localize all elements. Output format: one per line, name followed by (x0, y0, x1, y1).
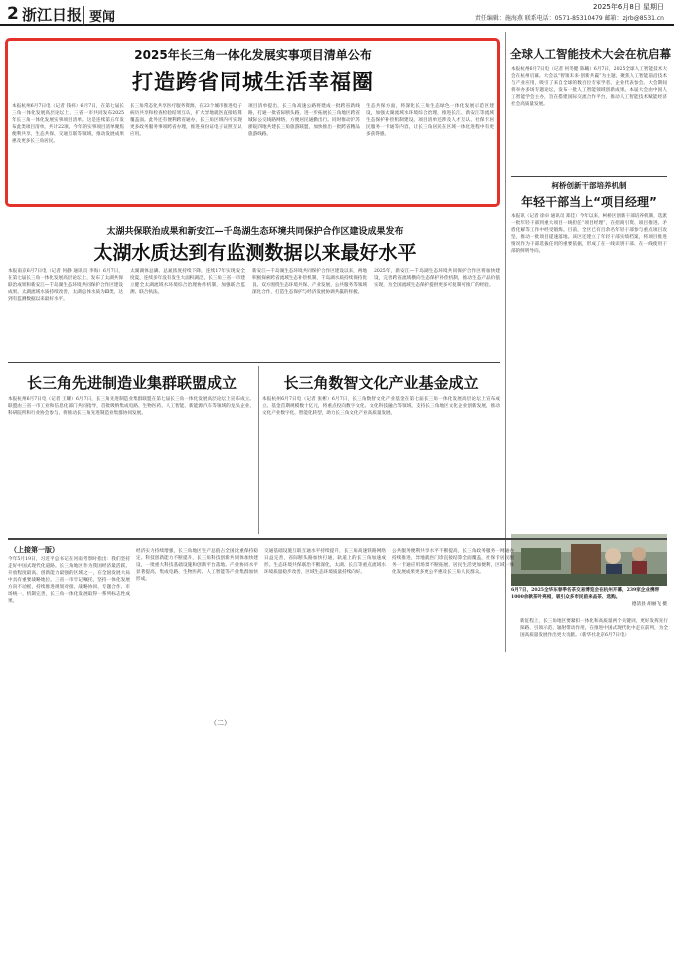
ai-conference-title: 全球人工智能技术大会在杭启幕 (510, 47, 671, 61)
culture-fund-body: 本报杭州6月7日电（记者 张彬）6月7日，长三角数智文化产业基金在第七届长三角一体化发展高层论坛上宣布成立。基金首期规模数十亿元，将重点投向数字文化、文化科技融合等领域，支持长三角地区文化企业创新发展，推动文化产业数字化、智能化转型，助力长三角文化产业高质量发展。 (262, 397, 500, 416)
keqiao-body: 本报讯（记者 徐卓 通讯员 郑佳）今年以来，柯桥区创新干部培养机制，选派一批年轻干部到重大项目一线担任“项目经理”，在招商引资、项目推进、矛盾化解等工作中经受锻炼。目前，全区已有百余名年轻干部参与重点项目攻坚，推动一批项目提速落地。该区还建立了年轻干部实绩档案，将项目推进情况作为干部选拔任用的重要依据，形成了在一线识别干部、在一线使用干部的鲜明导向。 (511, 214, 667, 254)
column-divider (258, 366, 259, 534)
tea-expo-photo (511, 534, 667, 586)
photo-caption-text: 6月7日，2025全华东春季名茶交易博览会在杭州开幕，239家企业携带1000余款茶叶亮相，吸引众多市民前来品茶、选购。 (511, 588, 660, 600)
lead-column-1: 本报杭州6月7日电（记者 钱祎）6月7日，在第七届长三角一体化发展高层论坛上，三省一市共同发布2025年长三角一体化发展实事项目清单。这是连续第五年发布此类项目清单，共计22项。今年的实事项目清单聚焦便利共享、生态共保、交通互联等领域，推动发展成果惠及更多长三角居民。 (12, 104, 124, 144)
lead-subtitle: 2025年长三角一体化发展实事项目清单公布 (134, 48, 372, 62)
manufacturing-body: 本报杭州6月7日电（记者 王耀）6月7日，长三角先进制造业集群联盟在第七届长三角一体化发展高层论坛上宣布成立。联盟由三省一市工业和信息化部门共同指导，首批吸纳集成电路、生物医药、人工智能、新能源汽车等领域的龙头企业、科研院所和行业协会参与，将推动长三角先进制造业集群协同发展。 (8, 397, 254, 416)
section-label: 要闻 (83, 6, 115, 25)
lead-title: 打造跨省同城生活幸福圈 (132, 70, 374, 94)
lake-column-3: 新安江—千岛湖生态环境共同保护合作区建设以来，两地积极探索跨省流域生态补偿机制，千岛湖水质持续保持优良。双方围绕生态环境共保、产业发展、公共服务等领域深化合作，打造生态保护与经济发展协调共赢的样板。 (252, 269, 367, 295)
masthead (0, 0, 674, 26)
divider (511, 176, 667, 177)
keqiao-title: 年轻干部当上“项目经理” (521, 195, 657, 209)
photo-credit: 德清县 胡丽飞 摄 (631, 601, 667, 607)
continued-label: （上接第一版） (10, 546, 59, 554)
ai-conference-body: 本报杭州6月7日电（记者 何冬健 陈曦）6月7日，2025全球人工智能技术大会在杭州启幕。大会以“智领未来·创新共赢”为主题，聚焦人工智能前沿技术与产业应用，吸引了来自全球的数百位专家学者、企业代表参会。大会期间将举办多场专题论坛，发布一批人工智能领域创新成果。本届大会由中国人工智能学会主办，旨在搭建国际交流合作平台，推动人工智能技术赋能经济社会高质量发展。 (511, 67, 667, 107)
culture-fund-title: 长三角数智文化产业基金成立 (283, 374, 479, 392)
divider (8, 362, 500, 363)
newspaper-name: 浙江日报 (22, 6, 83, 24)
date-line: 2025年6月8日 星期日 (593, 3, 664, 11)
keqiao-subtitle: 柯桥创新干部培养机制 (551, 181, 627, 190)
section-marker: （二） (210, 719, 231, 727)
section-divider (8, 538, 667, 540)
lake-title: 太湖水质达到有监测数据以来最好水平 (93, 242, 417, 264)
editor-line: 责任编辑：施海燕 联系电话：0571-85310479 邮箱：zjrb@8531.cn (474, 15, 664, 22)
lead-column-4: 生态共保方面，将深化长三角生态绿色一体化发展示范区建设，加强太湖流域水环境综合治理，推进长江、新安江等流域生态保护补偿机制建设。项目清单还涉及人才互认、社保卡居民服务一卡通等内容，让长三角居民在区域一体化进程中有更多获得感。 (366, 104, 494, 137)
lead-column-3: 项目清单提出，长三角高速公路将建成一批跨省新线路，打通一批省际断头路，进一步拓展长三角地区跨省城际公交线路网络，方便居民通勤出行。同时推动沪苏浙皖四地共建长三角旅游联盟，加快推出一批跨省精品旅游线路。 (248, 104, 360, 137)
photo-caption (511, 588, 667, 608)
bottom-column-3: 交通基础设施互联互通水平持续提升，长三角高速铁路网络日益完善，省际断头路加快打通，轨道上的长三角加速成形。生态环境共保联治不断深化，太湖、长江等重点流域水环境质量稳步改善，区域生态环境质量持续向好。 (264, 549, 386, 575)
lake-column-2: 太湖湖体总磷、总氮浓度持续下降，连续17年实现安全度夏，连续多年没有发生大面积湖泛。长三角三省一市建立健全太湖流域水环境综合治理协作机制，加强联合监测、联合执法。 (130, 269, 245, 295)
lake-subtitle: 太湖共保联治成果和新安江—千岛湖生态环境共同保护合作区建设成果发布 (106, 227, 404, 237)
bottom-column-4: 公共服务便利共享水平不断提高，长三角政务服务一网通办持续推进，异地就医门诊直接结算全面覆盖，社保卡居民服务一卡通应用场景不断拓展，居民生活更加便利，区域一体化发展成果更多更公平惠及长三角人民群众。 (392, 549, 514, 575)
lead-column-2: 长三角常态化共享医疗服务资源，在23个城市推进电子病历共享和检查检验结果互认，扩大异地就医直接结算覆盖面。此外还有便利跨省通办，长三角区域内可实现更多政务服务事项跨省办理，推进身份证电子证照互认应用。 (130, 104, 242, 137)
bottom-column-2: 经济实力持续增强，长三角地区生产总值占全国比重保持稳定。科技创新能力不断提升，长三角科技创新共同体加快建设，一批重大科技基础设施和创新平台落地。产业协同水平显著提高，集成电路、生物医药、人工智能等产业集群加快形成。 (136, 549, 258, 582)
bottom-column-1: 今年5月19日，习近平总书记在河南考察时指出：我们坚持走好中国式现代化道路。长三角地区作为我国经济最活跃、开放程度最高、创新能力最强的区域之一，在全国发展大局中具有重要战略地位。三省一市牢记嘱托，坚持一体化发展方向不动摇，持续推进规划对接、战略协同、专题合作、市场统一、机制完善，长三角一体化发展取得一系列标志性成果。 (8, 557, 130, 604)
page-number: 2 (7, 4, 19, 24)
manufacturing-title: 长三角先进制造业集群联盟成立 (26, 374, 237, 392)
lake-column-1: 本报南京6月7日电（记者 何静 通讯员 李海）6月7日，在第七届长三角一体化发展高层论坛上，发布了太湖共保联治成果和新安江—千岛湖生态环境共同保护合作区建设成果。太湖流域水质持续改善，太湖总体水质为Ⅲ类，达到有监测数据以来最好水平。 (8, 269, 123, 302)
bottom-column-5: 新征程上，长三角地区要紧扣一体化和高质量两个关键词，更好发挥先行探路、引领示范、辐射带动作用，在推进中国式现代化中走在前列，为全国高质量发展作出更大贡献。（新华社北京6月7日电） (520, 619, 668, 638)
lake-column-4: 2025年，新安江—千岛湖生态环境共同保护合作区将加快建设，完善跨省流域横向生态保护补偿机制，推动生态产品价值实现，为全国流域生态保护提供更多可复制可推广的经验。 (374, 269, 500, 288)
